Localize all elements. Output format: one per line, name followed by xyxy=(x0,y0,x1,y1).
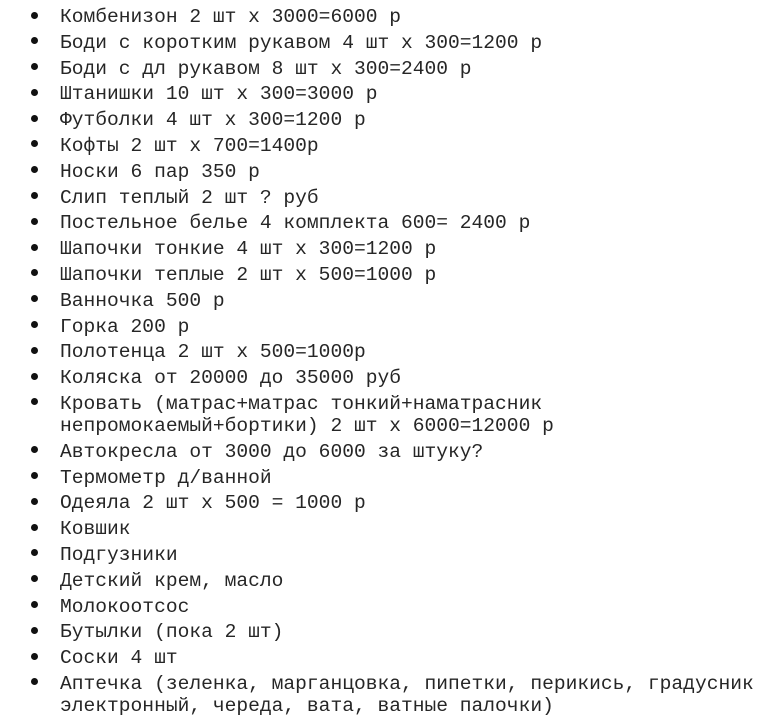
bullet-icon xyxy=(31,244,38,251)
list-item xyxy=(0,492,765,514)
list-item-text: Шапочки теплые 2 шт х 500=1000 р xyxy=(60,263,437,286)
list-item-text: Футболки 4 шт х 300=1200 р xyxy=(60,109,366,132)
list-item xyxy=(0,187,765,209)
list-item-text: Кофты 2 шт х 700=1400р xyxy=(60,134,319,157)
bullet-icon xyxy=(31,12,38,19)
list-item xyxy=(0,316,765,338)
bullet-icon xyxy=(31,575,38,582)
list-item xyxy=(0,290,765,312)
list-item xyxy=(0,467,765,489)
list-item-text: Комбенизон 2 шт х 3000=6000 р xyxy=(60,6,401,28)
bullet-icon xyxy=(31,601,38,608)
list-item xyxy=(0,367,765,389)
list-item xyxy=(0,544,765,566)
list-item xyxy=(0,673,765,717)
bullet-icon xyxy=(31,192,38,199)
list-item-text: Полотенца 2 шт х 500=1000р xyxy=(60,341,366,364)
list-item xyxy=(0,647,765,669)
bullet-icon xyxy=(31,446,38,453)
list-item-text: Коляска от 20000 до 35000 руб xyxy=(60,367,401,390)
list-item xyxy=(0,83,765,105)
bullet-icon xyxy=(31,627,38,634)
list-item xyxy=(0,32,765,54)
list-item xyxy=(0,238,765,260)
shopping-list xyxy=(0,6,770,721)
bullet-icon xyxy=(31,373,38,380)
list-item-text: Штанишки 10 шт х 300=3000 р xyxy=(60,83,378,106)
bullet-icon xyxy=(31,398,38,405)
list-item xyxy=(0,621,765,643)
bullet-icon xyxy=(31,37,38,44)
list-item-text: Шапочки тонкие 4 шт х 300=1200 р xyxy=(60,238,437,261)
list-item-text: Кровать (матрас+матрас тонкий+наматрасник xyxy=(60,392,543,415)
list-item xyxy=(0,518,765,540)
bullet-icon xyxy=(31,347,38,354)
list-item-text: Термометр д/ванной xyxy=(60,466,272,489)
bullet-icon xyxy=(31,321,38,328)
list-item-text: Боди с коротким рукавом 4 шт х 300=1200 р xyxy=(60,31,543,54)
list-item-text: Подгузники xyxy=(60,543,178,566)
list-item-text: Автокресла от 3000 до 6000 за штуку? xyxy=(60,440,484,463)
list-item-text: Слип теплый 2 шт ? руб xyxy=(60,186,319,209)
list-item-text: Ковшик xyxy=(60,518,131,541)
list-item xyxy=(0,341,765,363)
list-item-text: Горка 200 р xyxy=(60,315,190,338)
bullet-icon xyxy=(31,115,38,122)
bullet-icon xyxy=(31,498,38,505)
list-item xyxy=(0,135,765,157)
list-item-text-continued: электронный, череда, вата, ватные палочки) xyxy=(60,694,554,717)
list-item xyxy=(0,109,765,131)
list-item-text: Ванночка 500 р xyxy=(60,289,225,312)
list-item-text: Бутылки (пока 2 шт) xyxy=(60,621,284,644)
list-item-text: Боди с дл рукавом 8 шт х 300=2400 р xyxy=(60,57,472,80)
list-item xyxy=(0,570,765,592)
list-item xyxy=(0,393,765,437)
list-item xyxy=(0,596,765,618)
bullet-icon xyxy=(31,63,38,70)
list-item-text: Соски 4 шт xyxy=(60,647,178,670)
list-item-text: Молокоотсос xyxy=(60,595,190,618)
list-item xyxy=(0,58,765,80)
bullet-icon xyxy=(31,295,38,302)
list-item-text: Постельное белье 4 комплекта 600= 2400 р xyxy=(60,212,531,235)
list-item xyxy=(0,161,765,183)
bullet-icon xyxy=(31,678,38,685)
list-item-text: Аптечка (зеленка, марганцовка, пипетки, перикись, градусник xyxy=(60,672,754,695)
list-item xyxy=(0,264,765,286)
bullet-icon xyxy=(31,524,38,531)
list-item xyxy=(0,6,765,28)
list-item-text: Носки 6 пар 350 р xyxy=(60,160,260,183)
list-item xyxy=(0,212,765,234)
list-item-text-continued: непромокаемый+бортики) 2 шт х 6000=12000 р xyxy=(60,414,554,437)
bullet-icon xyxy=(31,218,38,225)
bullet-icon xyxy=(31,472,38,479)
bullet-icon xyxy=(31,653,38,660)
bullet-icon xyxy=(31,269,38,276)
list-item-text: Детский крем, масло xyxy=(60,569,284,592)
bullet-icon xyxy=(31,140,38,147)
list-item-text: Одеяла 2 шт х 500 = 1000 р xyxy=(60,492,366,515)
bullet-icon xyxy=(31,89,38,96)
bullet-icon xyxy=(31,166,38,173)
list-item xyxy=(0,441,765,463)
bullet-icon xyxy=(31,549,38,556)
